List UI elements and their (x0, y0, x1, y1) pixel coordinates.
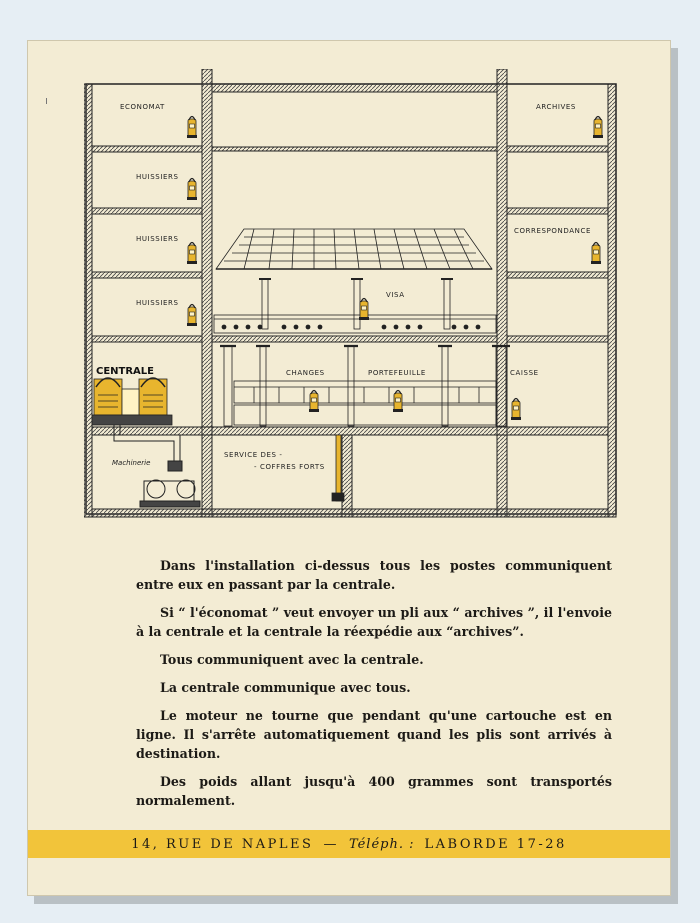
room-label-service-line2: - COFFRES FORTS (254, 463, 325, 471)
room-label-huissiers-1: HUISSIERS (136, 173, 179, 181)
room-label-huissiers-3: HUISSIERS (136, 299, 179, 307)
description-text (136, 556, 612, 819)
banking-hall (220, 346, 510, 426)
room-label-archives: ARCHIVES (536, 103, 576, 111)
building-cross-section-diagram (84, 69, 624, 529)
room-label-service-line1: SERVICE DES - (224, 451, 283, 459)
paragraph-motor: Le moteur ne tourne que pendant qu'une cartouche est en ligne. Il s'arrête automatiquement quand les plis sont arrivés à destination. (136, 708, 612, 761)
footer-separator: — (323, 836, 339, 852)
room-label-economat: ECONOMAT (120, 103, 165, 111)
footer-phone-label: Téléph. : (348, 836, 415, 852)
glass-skylight (216, 229, 492, 269)
room-label-changes: CHANGES (286, 369, 325, 377)
paragraph-centrale: Dans l'installation ci-dessus tous les postes communiquent entre eux en passant par la centrale. (136, 558, 612, 592)
room-label-huissiers-2: HUISSIERS (136, 235, 179, 243)
room-label-centrale: CENTRALE (96, 366, 155, 377)
room-label-correspondance: CORRESPONDANCE (514, 227, 591, 235)
room-label-caisse: CAISSE (510, 369, 539, 377)
brochure-page (27, 40, 671, 896)
gallery-balustrade (214, 279, 496, 333)
room-label-machinerie: Machinerie (112, 459, 151, 467)
paragraph-all-to-centrale: Tous communiquent avec la centrale. (160, 652, 424, 667)
room-label-portefeuille: PORTEFEUILLE (368, 369, 426, 377)
margin-mark (46, 98, 47, 104)
centrale-machines (92, 378, 172, 425)
footer-address: 14, RUE DE NAPLES (131, 836, 314, 852)
footer-phone-number: LABORDE 17-28 (424, 836, 567, 852)
paragraph-example: Si “ l'économat ” veut envoyer un pli aux “ archives ”, il l'envoie à la centrale et la centrale la réexpédie aux “archives”. (136, 605, 612, 639)
building-walls (84, 69, 616, 517)
footer-address-band (28, 830, 670, 858)
paragraph-weights: Des poids allant jusqu'à 400 grammes sont transportés normalement. (136, 774, 612, 808)
paragraph-centrale-to-all: La centrale communique avec tous. (160, 680, 411, 695)
room-label-visa: VISA (386, 291, 405, 299)
